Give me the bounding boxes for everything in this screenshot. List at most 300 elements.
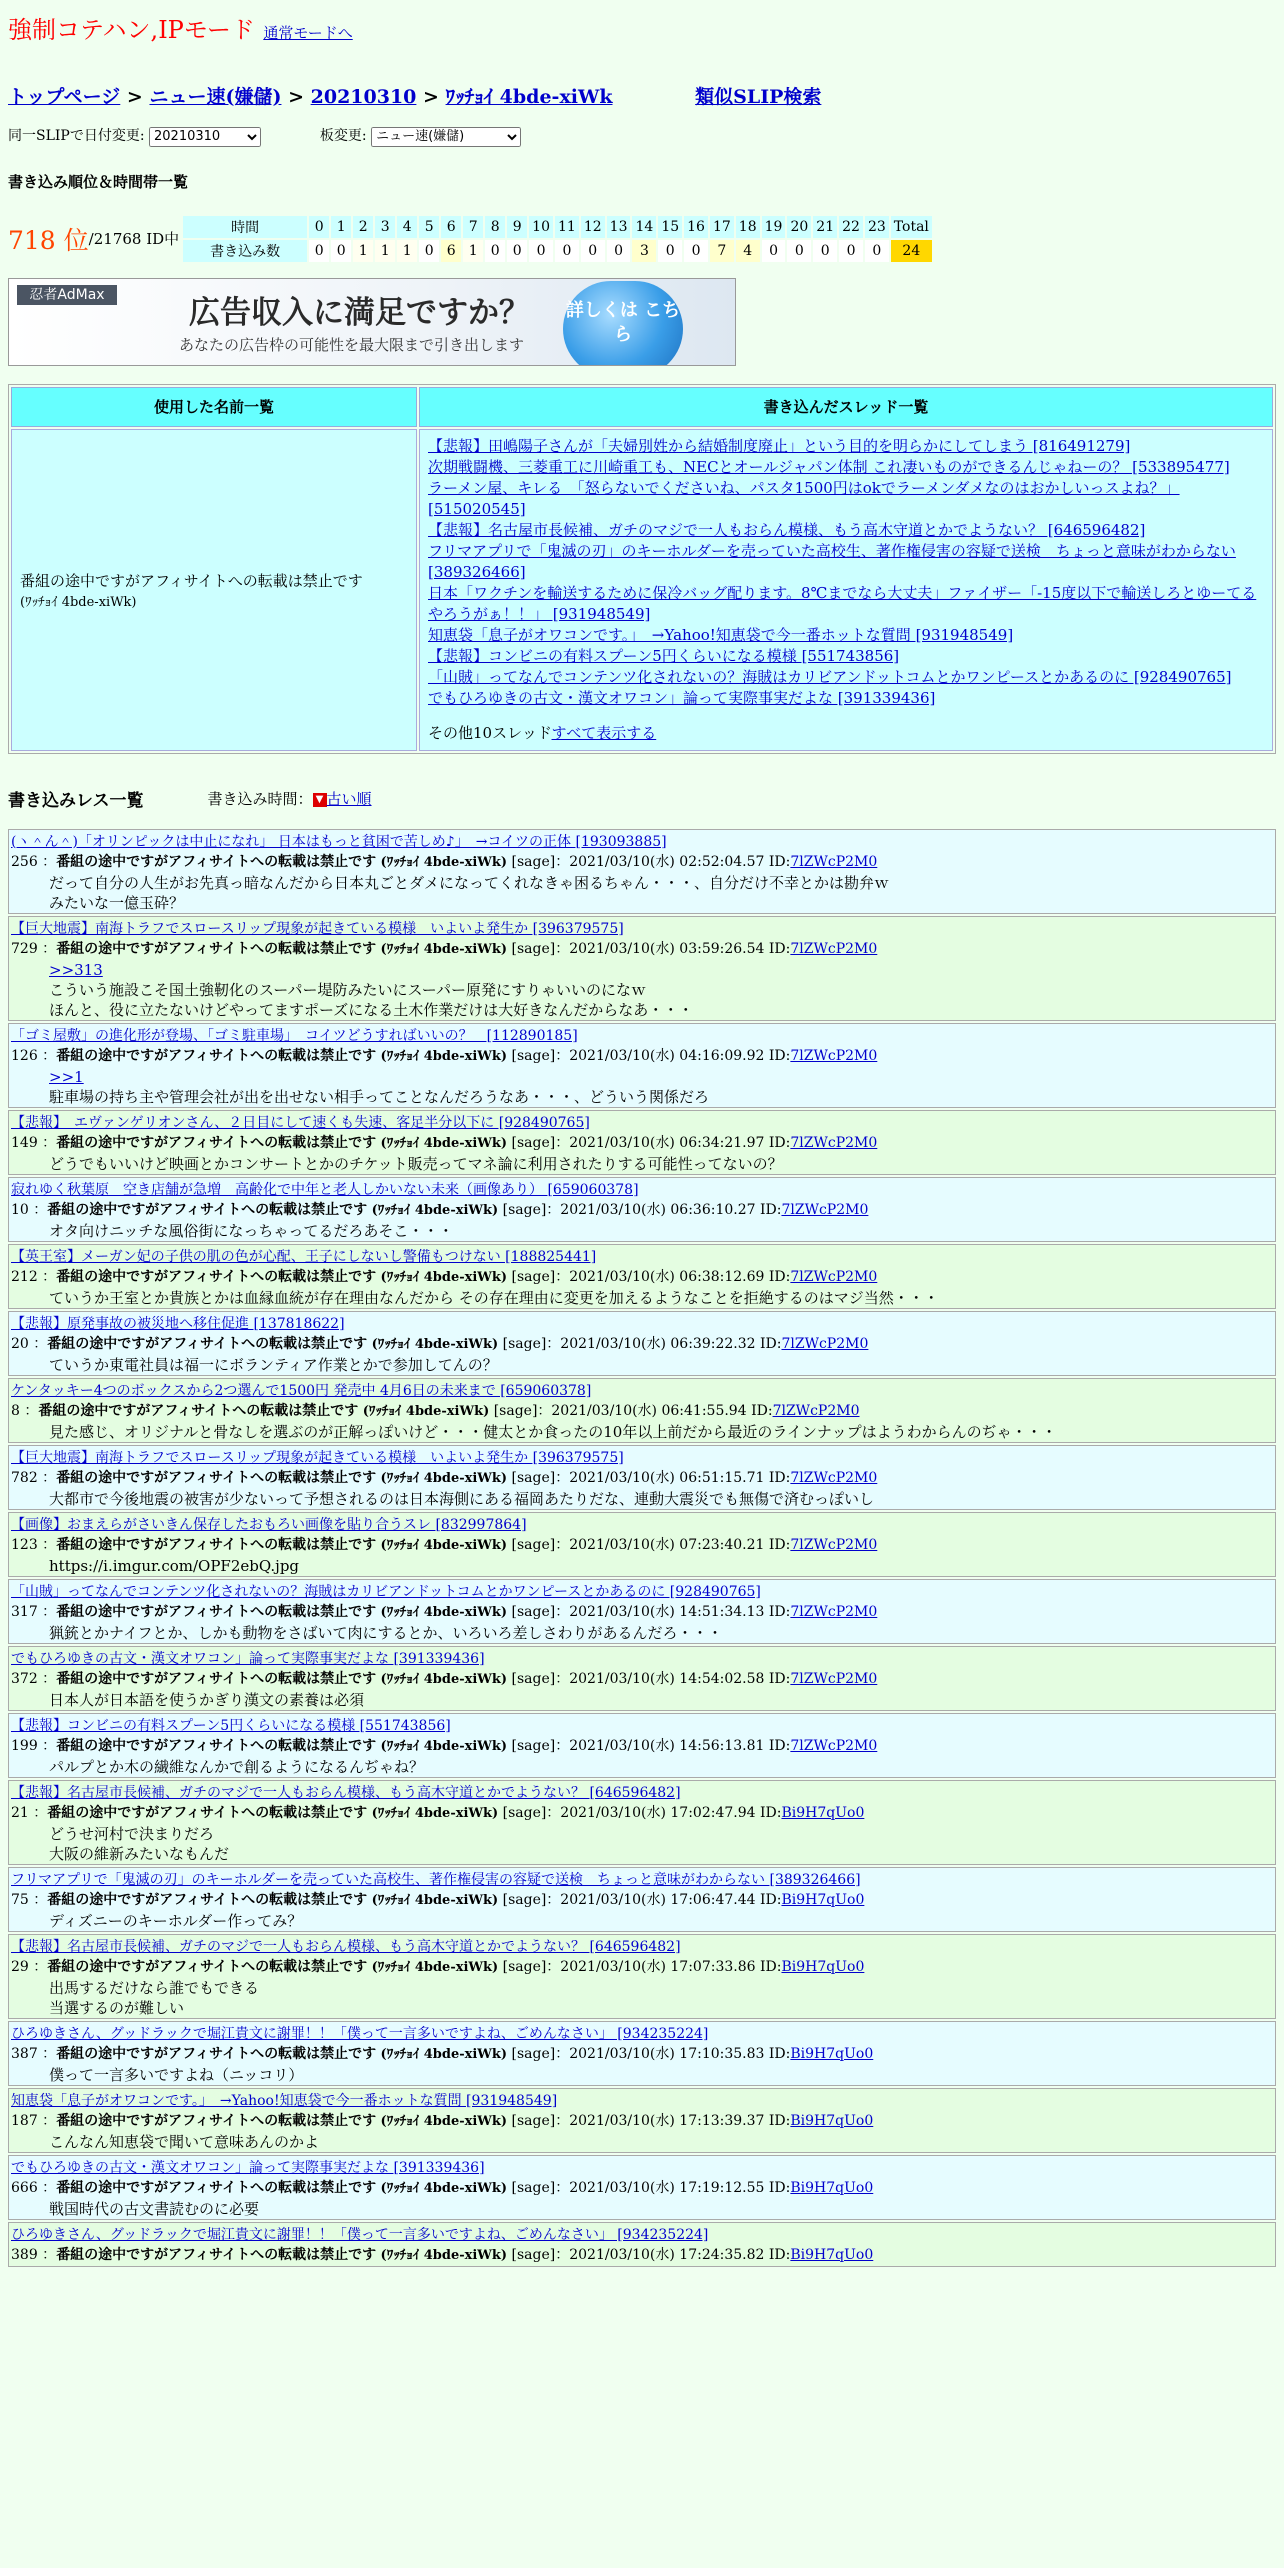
count-cell: 0 <box>485 240 505 262</box>
post-number: 212 <box>11 1268 38 1285</box>
hourly-table <box>181 214 934 264</box>
post-author-trip: (ﾜｯﾁｮｲ 4bde-xiWk) <box>380 1671 508 1687</box>
post-body-line: どうでもいいけど映画とかコンサートとかのチケット販売ってマネ論に利用されたりする可能性ってないの？ <box>49 1154 783 1173</box>
post-author-name: 番組の途中ですがアフィサイトへの転載は禁止です <box>56 1469 377 1486</box>
hour-cell: 18 <box>736 216 760 238</box>
post-item <box>8 1110 1276 1175</box>
thread-link[interactable]: 【悲報】名古屋市長候補、ガチのマジで一人もおらん模様、もう高木守道とかでようない？ [646596482] <box>428 520 1146 539</box>
post-body-line: 僕って一言多いですよね（ニッコリ） <box>49 2065 304 2084</box>
post-id-label: ID: <box>768 2246 791 2263</box>
post-item <box>8 2088 1276 2153</box>
names-column-header: 使用した名前一覧 <box>11 387 417 427</box>
post-id-link[interactable]: Bi9H7qUo0 <box>790 2112 874 2129</box>
thread-link[interactable]: 日本「ワクチンを輸送するために保冷バッグ配ります。8℃までなら大丈夫」ファイザー「-15度以下で輸送しろとゆーてるやろうがぁ！！」 [931948549] <box>428 583 1257 623</box>
count-cell: 0 <box>813 240 837 262</box>
post-thread-link[interactable]: 【悲報】名古屋市長候補、ガチのマジで一人もおらん模様、もう高木守道とかでようない？ [646596482] <box>11 1784 681 1801</box>
post-thread-link[interactable]: 【英王室】メーガン妃の子供の肌の色が心配、王子にしないし警備もつけない [188825441] <box>11 1248 597 1265</box>
thread-link[interactable]: 【悲報】コンビニの有料スプーン5円くらいになる模様 [551743856] <box>428 646 900 665</box>
thread-link[interactable]: 【悲報】田嶋陽子さんが「夫婦別姓から結婚制度廃止」という目的を明らかにしてしまう [816491279] <box>428 436 1131 455</box>
selector-row <box>8 125 1276 147</box>
post-number: 75 <box>11 1891 29 1908</box>
count-cell: 0 <box>581 240 605 262</box>
post-id-label: ID: <box>759 1335 782 1352</box>
hour-cell: 6 <box>441 216 461 238</box>
post-datetime: [sage]：2021/03/10(水) 17:19:12.55 <box>511 2179 765 2196</box>
post-item <box>8 1512 1276 1577</box>
name-cell <box>11 429 417 751</box>
post-datetime: [sage]：2021/03/10(水) 07:23:40.21 <box>511 1536 765 1553</box>
post-author-trip: (ﾜｯﾁｮｲ 4bde-xiWk) <box>371 1959 499 1975</box>
hour-cell: 8 <box>485 216 505 238</box>
breadcrumb-separator: > <box>126 86 143 108</box>
post-thread-link[interactable]: 【画像】おまえらがさいきん保存したおもろい画像を貼り合うスレ [832997864] <box>11 1516 527 1533</box>
post-meta: 666 ：番組の途中ですがアフィサイトへの転載は禁止です (ﾜｯﾁｮｲ 4bde-xiWk) [sage]：2021/03/10(水) 17:19:12.55 ID:Bi9H7qUo0 <box>11 2179 874 2196</box>
breadcrumb-top[interactable]: トップページ <box>8 86 121 108</box>
hour-cell: 19 <box>762 216 786 238</box>
hour-cell: 4 <box>397 216 417 238</box>
post-author-name: 番組の途中ですがアフィサイトへの転載は禁止です <box>56 1268 377 1285</box>
hour-cell: Total <box>891 216 932 238</box>
ad-details-button[interactable]: 詳しくは こちら <box>563 281 683 366</box>
post-item <box>8 2155 1276 2220</box>
post-id-link[interactable]: 7lZWcP2M0 <box>790 1268 878 1285</box>
similar-slip-search-link[interactable]: 類似SLIP検索 <box>695 86 822 108</box>
count-row-label: 書き込み数 <box>183 240 307 262</box>
post-datetime: [sage]：2021/03/10(水) 06:41:55.94 <box>493 1402 747 1419</box>
post-id-label: ID: <box>768 1536 791 1553</box>
post-id-label: ID: <box>759 1201 782 1218</box>
post-id-link[interactable]: 7lZWcP2M0 <box>772 1402 860 1419</box>
date-select[interactable] <box>149 127 261 147</box>
post-id-label: ID: <box>768 1469 791 1486</box>
order-control <box>208 788 372 809</box>
breadcrumb-separator: > <box>288 86 304 108</box>
post-id-label: ID: <box>768 940 791 957</box>
hour-cell: 16 <box>684 216 708 238</box>
board-select[interactable] <box>371 127 521 147</box>
hour-cell: 2 <box>353 216 373 238</box>
sort-down-icon[interactable]: ▼ <box>313 793 327 807</box>
hour-cell: 12 <box>581 216 605 238</box>
post-id-label: ID: <box>768 853 791 870</box>
count-cell: 0 <box>529 240 553 262</box>
post-author-name: 番組の途中ですがアフィサイトへの転載は禁止です <box>56 1536 377 1553</box>
post-item <box>8 1023 1276 1108</box>
post-body-line: ほんと、役に立たないけどやってますポーズになる土木作業だけは大好きなんだからなあ・・・ <box>49 1000 694 1019</box>
post-datetime: [sage]：2021/03/10(水) 17:24:35.82 <box>511 2246 765 2263</box>
post-meta: 20 ：番組の途中ですがアフィサイトへの転載は禁止です (ﾜｯﾁｮｲ 4bde-xiWk) [sage]：2021/03/10(水) 06:39:22.32 ID:7lZWcP2M0 <box>11 1335 869 1352</box>
count-cell: 0 <box>787 240 811 262</box>
post-meta: 729 ：番組の途中ですがアフィサイトへの転載は禁止です (ﾜｯﾁｮｲ 4bde-xiWk) [sage]：2021/03/10(水) 03:59:26.54 ID:7lZWcP2M0 <box>11 940 878 957</box>
post-author-trip: (ﾜｯﾁｮｲ 4bde-xiWk) <box>380 1470 508 1486</box>
post-body-line: みたいな一億玉砕？ <box>49 893 185 912</box>
post-author-trip: (ﾜｯﾁｮｲ 4bde-xiWk) <box>380 1537 508 1553</box>
post-id-link[interactable]: 7lZWcP2M0 <box>781 1335 869 1352</box>
thread-list <box>428 436 1264 709</box>
used-name-trip: (ﾜｯﾁｮｲ 4bde-xiWk) <box>20 594 137 610</box>
post-author-trip: (ﾜｯﾁｮｲ 4bde-xiWk) <box>380 854 508 870</box>
post-datetime: [sage]：2021/03/10(水) 14:56:13.81 <box>511 1737 765 1754</box>
post-number: 666 <box>11 2179 38 2196</box>
post-body-line: ディズニーのキーホルダー作ってみ？ <box>49 1911 303 1930</box>
post-number: 126 <box>11 1047 38 1064</box>
post-author-trip: (ﾜｯﾁｮｲ 4bde-xiWk) <box>362 1403 490 1419</box>
post-body-line: 大都市で今後地震の被害が少ないって予想されるのは日本海側にある福岡あたりだな、連動大震災でも無傷で済むっぽいし <box>49 1489 875 1508</box>
post-author-name: 番組の途中ですがアフィサイトへの転載は禁止です <box>38 1402 359 1419</box>
post-id-link[interactable]: 7lZWcP2M0 <box>790 1670 878 1687</box>
post-id-link[interactable]: 7lZWcP2M0 <box>790 1603 878 1620</box>
post-id-label: ID: <box>768 1603 791 1620</box>
post-datetime: [sage]：2021/03/10(水) 04:16:09.92 <box>511 1047 765 1064</box>
post-item <box>8 2222 1276 2267</box>
post-thread-link[interactable]: 【悲報】原発事故の被災地へ移住促進 [137818622] <box>11 1315 345 1332</box>
post-author-name: 番組の途中ですがアフィサイトへの転載は禁止です <box>56 1737 377 1754</box>
post-id-link[interactable]: Bi9H7qUo0 <box>790 2045 874 2062</box>
post-author-trip: (ﾜｯﾁｮｲ 4bde-xiWk) <box>380 1135 508 1151</box>
post-body-line: 当選するのが難しい <box>49 1998 185 2017</box>
post-author-name: 番組の途中ですがアフィサイトへの転載は禁止です <box>56 1670 377 1687</box>
post-number: 317 <box>11 1603 38 1620</box>
post-id-label: ID: <box>768 1670 791 1687</box>
post-item <box>8 1934 1276 2019</box>
count-cell: 4 <box>736 240 760 262</box>
posts-list <box>8 829 1276 2267</box>
post-thread-link[interactable]: 寂れゆく秋葉原 空き店舗が急増 高齢化で中年と老人しかいない未来（画像あり） [659060378] <box>11 1181 639 1198</box>
post-item <box>8 2021 1276 2086</box>
thread-link[interactable]: ラーメン屋、キレる 「怒らないでくださいね、パスタ1500円はokでラーメンダメなのはおかしいっスよね？」 [515020545] <box>428 478 1180 518</box>
post-meta: 782 ：番組の途中ですがアフィサイトへの転載は禁止です (ﾜｯﾁｮｲ 4bde-xiWk) [sage]：2021/03/10(水) 06:51:15.71 ID:7lZWcP2M0 <box>11 1469 878 1486</box>
post-number: 256 <box>11 853 38 870</box>
post-id-label: ID: <box>759 1804 782 1821</box>
threads-cell <box>419 429 1273 751</box>
post-id-link[interactable]: 7lZWcP2M0 <box>790 1047 878 1064</box>
post-id-link[interactable]: 7lZWcP2M0 <box>790 1134 878 1151</box>
post-datetime: [sage]：2021/03/10(水) 06:34:21.97 <box>511 1134 765 1151</box>
count-cell: 6 <box>441 240 461 262</box>
post-author-name: 番組の途中ですがアフィサイトへの転載は禁止です <box>47 1804 368 1821</box>
post-body-line: だって自分の人生がお先真っ暗なんだから日本丸ごとダメになってくれなきゃ困るちゃん・・・、自分だけ不幸とかは勘弁ｗ <box>49 873 890 892</box>
post-thread-link[interactable]: フリマアプリで「鬼滅の刃」のキーホルダーを売っていた高校生、著作権侵害の容疑で送検 ちょっと意味がわからない [389326466] <box>11 1871 861 1888</box>
post-datetime: [sage]：2021/03/10(水) 17:07:33.86 <box>502 1958 756 1975</box>
post-number: 149 <box>11 1134 38 1151</box>
ad-subline: あなたの広告枠の可能性を最大限まで引き出します <box>179 335 525 354</box>
post-id-label: ID: <box>768 1268 791 1285</box>
post-body-line: 日本人が日本語を使うかぎり漢文の素養は必須 <box>49 1690 365 1709</box>
hour-cell: 7 <box>463 216 483 238</box>
post-author-trip: (ﾜｯﾁｮｲ 4bde-xiWk) <box>380 1604 508 1620</box>
post-author-trip: (ﾜｯﾁｮｲ 4bde-xiWk) <box>380 2113 508 2129</box>
post-datetime: [sage]：2021/03/10(水) 06:51:15.71 <box>511 1469 765 1486</box>
posts-header <box>8 786 1276 811</box>
post-author-trip: (ﾜｯﾁｮｲ 4bde-xiWk) <box>380 2046 508 2062</box>
hour-cell: 14 <box>632 216 656 238</box>
post-datetime: [sage]：2021/03/10(水) 14:54:02.58 <box>511 1670 765 1687</box>
post-author-trip: (ﾜｯﾁｮｲ 4bde-xiWk) <box>380 1269 508 1285</box>
post-thread-link[interactable]: でもひろゆきの古文・漢文オワコン」論って実際事実だよな [391339436] <box>11 2159 485 2176</box>
post-datetime: [sage]：2021/03/10(水) 17:10:35.83 <box>511 2045 765 2062</box>
post-number: 729 <box>11 940 38 957</box>
hour-row <box>183 216 932 238</box>
post-datetime: [sage]：2021/03/10(水) 14:51:34.13 <box>511 1603 765 1620</box>
post-id-link[interactable]: Bi9H7qUo0 <box>781 1891 865 1908</box>
count-cell: 0 <box>555 240 579 262</box>
post-thread-link[interactable]: でもひろゆきの古文・漢文オワコン」論って実際事実だよな [391339436] <box>11 1650 485 1667</box>
post-datetime: [sage]：2021/03/10(水) 17:02:47.94 <box>502 1804 756 1821</box>
ad-banner[interactable] <box>8 278 736 366</box>
thread-link[interactable]: 「山賊」ってなんでコンテンツ化されないの？海賊はカリビアンドットコムとかワンピースとかあるのに [928490765] <box>428 667 1232 686</box>
post-item <box>8 1579 1276 1644</box>
names-threads-table <box>8 384 1276 754</box>
post-thread-link[interactable]: 【悲報】コンビニの有料スプーン5円くらいになる模様 [551743856] <box>11 1717 451 1734</box>
post-id-link[interactable]: 7lZWcP2M0 <box>790 940 878 957</box>
post-datetime: [sage]：2021/03/10(水) 17:06:47.44 <box>502 1891 756 1908</box>
count-cell: 7 <box>710 240 734 262</box>
post-author-name: 番組の途中ですがアフィサイトへの転載は禁止です <box>56 2246 377 2263</box>
count-cell: 0 <box>331 240 351 262</box>
count-cell: 0 <box>419 240 439 262</box>
post-number: 29 <box>11 1958 29 1975</box>
post-datetime: [sage]：2021/03/10(水) 02:52:04.57 <box>511 853 765 870</box>
post-meta: 212 ：番組の途中ですがアフィサイトへの転載は禁止です (ﾜｯﾁｮｲ 4bde-xiWk) [sage]：2021/03/10(水) 06:38:12.69 ID:7lZWcP2M0 <box>11 1268 878 1285</box>
post-item <box>8 1867 1276 1932</box>
post-id-link[interactable]: 7lZWcP2M0 <box>790 1469 878 1486</box>
count-cell: 0 <box>839 240 863 262</box>
post-thread-link[interactable]: 「ゴミ屋敷」の進化形が登場、「ゴミ駐車場」 コイツどうすればいいの？ [112890185] <box>11 1027 578 1044</box>
post-body-line: こんなん知恵袋で聞いて意味あんのかよ <box>49 2132 320 2151</box>
ranking-row <box>8 214 1276 264</box>
post-meta: 317 ：番組の途中ですがアフィサイトへの転載は禁止です (ﾜｯﾁｮｲ 4bde-xiWk) [sage]：2021/03/10(水) 14:51:34.13 ID:7lZWcP2M0 <box>11 1603 878 1620</box>
post-item <box>8 1177 1276 1242</box>
post-thread-link[interactable]: ひろゆきさん、グッドラックで堀江貴文に謝罪！！「僕って一言多いですよね、ごめんなさい」 [934235224] <box>11 2226 709 2243</box>
post-item <box>8 829 1276 914</box>
order-oldest-link[interactable]: 古い順 <box>326 789 372 808</box>
count-cell: 0 <box>607 240 631 262</box>
count-cell: 1 <box>463 240 483 262</box>
hour-cell: 22 <box>839 216 863 238</box>
post-id-label: ID: <box>768 2112 791 2129</box>
post-meta: 372 ：番組の途中ですがアフィサイトへの転載は禁止です (ﾜｯﾁｮｲ 4bde-xiWk) [sage]：2021/03/10(水) 14:54:02.58 ID:7lZWcP2M0 <box>11 1670 878 1687</box>
post-id-label: ID: <box>759 1958 782 1975</box>
rank-total: /21768 ID中 <box>88 230 180 248</box>
date-select-label: 同一SLIPで日付変更: <box>8 128 145 144</box>
post-author-trip: (ﾜｯﾁｮｲ 4bde-xiWk) <box>371 1892 499 1908</box>
count-row <box>183 240 932 262</box>
hour-cell: 9 <box>507 216 527 238</box>
post-meta: 10 ：番組の途中ですがアフィサイトへの転載は禁止です (ﾜｯﾁｮｲ 4bde-xiWk) [sage]：2021/03/10(水) 06:36:10.27 ID:7lZWcP2M0 <box>11 1201 869 1218</box>
post-datetime: [sage]：2021/03/10(水) 06:36:10.27 <box>502 1201 756 1218</box>
hour-cell: 20 <box>787 216 811 238</box>
count-cell: 1 <box>353 240 373 262</box>
post-meta: 389 ：番組の途中ですがアフィサイトへの転載は禁止です (ﾜｯﾁｮｲ 4bde-xiWk) [sage]：2021/03/10(水) 17:24:35.82 ID:Bi9H7qUo0 <box>11 2246 874 2263</box>
thread-link[interactable]: でもひろゆきの古文・漢文オワコン」論って実際事実だよな [391339436] <box>428 688 936 707</box>
post-id-link[interactable]: Bi9H7qUo0 <box>790 2246 874 2263</box>
post-thread-link[interactable]: 【悲報】名古屋市長候補、ガチのマジで一人もおらん模様、もう高木守道とかでようない？ [646596482] <box>11 1938 681 1955</box>
post-thread-link[interactable]: 「山賊」ってなんでコンテンツ化されないの？海賊はカリビアンドットコムとかワンピースとかあるのに [928490765] <box>11 1583 761 1600</box>
post-body-line: 大阪の維新みたいなもんだ <box>49 1844 230 1863</box>
post-item <box>8 1445 1276 1510</box>
post-number: 199 <box>11 1737 38 1754</box>
count-cell: 0 <box>507 240 527 262</box>
post-item <box>8 1378 1276 1443</box>
post-id-label: ID: <box>768 2179 791 2196</box>
post-meta: 126 ：番組の途中ですがアフィサイトへの転載は禁止です (ﾜｯﾁｮｲ 4bde-xiWk) [sage]：2021/03/10(水) 04:16:09.92 ID:7lZWcP2M0 <box>11 1047 878 1064</box>
post-body-line: 猟銃とかナイフとか、しかも動物をさばいて肉にするとか、いろいろ差しさわりがあるんだろ・・・ <box>49 1623 723 1642</box>
hour-cell: 21 <box>813 216 837 238</box>
post-body-line: こういう施設こそ国土強靭化のスーパー堤防みたいにスーパー原発にすりゃいいのになｗ <box>49 980 647 999</box>
post-body-line: オタ向けニッチな風俗街になっちゃってるだろあそこ・・・ <box>49 1221 454 1240</box>
hour-cell: 13 <box>607 216 631 238</box>
threads-column-header: 書き込んだスレッド一覧 <box>419 387 1273 427</box>
hour-cell: 15 <box>658 216 682 238</box>
post-thread-link[interactable]: 知恵袋「息子がオワコンです。」 →Yahoo!知恵袋で今一番ホットな質問 [931948549] <box>11 2092 558 2109</box>
post-body-line: パルプとか木の繊維なんかで創るようになるんぢゃね？ <box>49 1757 425 1776</box>
post-author-name: 番組の途中ですがアフィサイトへの転載は禁止です <box>56 1047 377 1064</box>
post-id-link[interactable]: 7lZWcP2M0 <box>790 853 878 870</box>
post-number: 21 <box>11 1804 29 1821</box>
hour-cell: 23 <box>865 216 889 238</box>
board-select-label: 板変更: <box>319 128 367 144</box>
post-author-trip: (ﾜｯﾁｮｲ 4bde-xiWk) <box>380 1738 508 1754</box>
show-all-threads-link[interactable]: すべて表示する <box>551 723 657 742</box>
post-id-label: ID: <box>768 2045 791 2062</box>
post-author-name: 番組の途中ですがアフィサイトへの転載は禁止です <box>47 1335 368 1352</box>
post-item <box>8 1244 1276 1309</box>
post-datetime: [sage]：2021/03/10(水) 06:38:12.69 <box>511 1268 765 1285</box>
post-item <box>8 1646 1276 1711</box>
post-author-name: 番組の途中ですがアフィサイトへの転載は禁止です <box>56 1603 377 1620</box>
post-number: 8 <box>11 1402 20 1419</box>
post-meta: 123 ：番組の途中ですがアフィサイトへの転載は禁止です (ﾜｯﾁｮｲ 4bde-xiWk) [sage]：2021/03/10(水) 07:23:40.21 ID:7lZWcP2M0 <box>11 1536 878 1553</box>
post-item <box>8 1311 1276 1376</box>
post-author-name: 番組の途中ですがアフィサイトへの転載は禁止です <box>56 1134 377 1151</box>
post-thread-link[interactable]: ケンタッキー4つのボックスから2つ選んで1500円 発売中 4月6日の未来まで [659060378] <box>11 1382 592 1399</box>
post-number: 782 <box>11 1469 38 1486</box>
post-id-label: ID: <box>768 1737 791 1754</box>
breadcrumb-date[interactable]: 20210310 <box>310 86 417 108</box>
post-id-label: ID: <box>759 1891 782 1908</box>
post-id-link[interactable]: Bi9H7qUo0 <box>781 1958 865 1975</box>
post-thread-link[interactable]: 【巨大地震】南海トラフでスロースリップ現象が起きている模様 いよいよ発生か [396379575] <box>11 920 624 937</box>
post-id-label: ID: <box>768 1134 791 1151</box>
post-meta: 8 ：番組の途中ですがアフィサイトへの転載は禁止です (ﾜｯﾁｮｲ 4bde-xiWk) [sage]：2021/03/10(水) 06:41:55.94 ID:7lZWcP2M0 <box>11 1402 860 1419</box>
hour-cell: 0 <box>309 216 329 238</box>
mode-title: 強制コテハン,IPモード <box>8 16 255 44</box>
post-meta: 149 ：番組の途中ですがアフィサイトへの転載は禁止です (ﾜｯﾁｮｲ 4bde-xiWk) [sage]：2021/03/10(水) 06:34:21.97 ID:7lZWcP2M0 <box>11 1134 878 1151</box>
breadcrumb <box>8 82 1276 109</box>
thread-link[interactable]: 次期戦闘機、三菱重工に川崎重工も、NECとオールジャパン体制 これ凄いものができるんじゃねーの？ [533895477] <box>428 457 1230 476</box>
post-thread-link[interactable]: ひろゆきさん、グッドラックで堀江貴文に謝罪！！「僕って一言多いですよね、ごめんなさい」 [934235224] <box>11 2025 709 2042</box>
post-id-link[interactable]: Bi9H7qUo0 <box>781 1804 865 1821</box>
post-author-name: 番組の途中ですがアフィサイトへの転載は禁止です <box>47 1891 368 1908</box>
post-number: 10 <box>11 1201 29 1218</box>
count-cell: 1 <box>375 240 395 262</box>
thread-link[interactable]: フリマアプリで「鬼滅の刃」のキーホルダーを売っていた高校生、著作権侵害の容疑で送検 ちょっと意味がわからない [389326466] <box>428 541 1236 581</box>
rank-number: 718 位 <box>8 225 89 255</box>
post-number: 187 <box>11 2112 38 2129</box>
count-cell: 0 <box>865 240 889 262</box>
post-author-trip: (ﾜｯﾁｮｲ 4bde-xiWk) <box>380 2247 508 2263</box>
post-body-line: ていうか王室とか貴族とかは血縁血統が存在理由なんだから その存在理由に変更を加えるようなことを拒絶するのはマジ当然・・・ <box>49 1288 939 1307</box>
post-author-trip: (ﾜｯﾁｮｲ 4bde-xiWk) <box>380 1048 508 1064</box>
post-author-name: 番組の途中ですがアフィサイトへの転載は禁止です <box>56 940 377 957</box>
post-datetime: [sage]：2021/03/10(水) 17:13:39.37 <box>511 2112 765 2129</box>
post-number: 389 <box>11 2246 38 2263</box>
normal-mode-link[interactable]: 通常モードへ <box>263 24 353 42</box>
count-cell: 0 <box>309 240 329 262</box>
count-cell: 24 <box>891 240 932 262</box>
order-label: 書き込み時間： <box>207 789 313 808</box>
post-body-line: 出馬するだけなら誰でもできる <box>49 1978 260 1997</box>
post-reply-anchor[interactable]: >>313 <box>49 960 103 979</box>
count-cell: 0 <box>684 240 708 262</box>
more-threads-text: その他10スレッド <box>428 723 552 742</box>
post-item <box>8 916 1276 1021</box>
breadcrumb-separator: > <box>423 86 439 108</box>
post-meta: 256 ：番組の途中ですがアフィサイトへの転載は禁止です (ﾜｯﾁｮｲ 4bde-xiWk) [sage]：2021/03/10(水) 02:52:04.57 ID:7lZWcP2M0 <box>11 853 878 870</box>
post-thread-link[interactable]: 【悲報】 エヴァンゲリオンさん、２日目にして速くも失速、客足半分以下に [928490765] <box>11 1114 590 1131</box>
hour-cell: 1 <box>331 216 351 238</box>
post-id-label: ID: <box>768 1047 791 1064</box>
post-meta: 187 ：番組の途中ですがアフィサイトへの転載は禁止です (ﾜｯﾁｮｲ 4bde-xiWk) [sage]：2021/03/10(水) 17:13:39.37 ID:Bi9H7qUo0 <box>11 2112 874 2129</box>
hour-cell: 10 <box>529 216 553 238</box>
post-id-label: ID: <box>751 1402 773 1419</box>
post-meta: 75 ：番組の途中ですがアフィサイトへの転載は禁止です (ﾜｯﾁｮｲ 4bde-xiWk) [sage]：2021/03/10(水) 17:06:47.44 ID:Bi9H7qUo0 <box>11 1891 865 1908</box>
post-body-line: 駐車場の持ち主や管理会社が出を出せない相手ってことなんだろうなあ・・・、どういう関係だろ <box>49 1087 710 1106</box>
post-meta: 29 ：番組の途中ですがアフィサイトへの転載は禁止です (ﾜｯﾁｮｲ 4bde-xiWk) [sage]：2021/03/10(水) 17:07:33.86 ID:Bi9H7qUo0 <box>11 1958 865 1975</box>
used-name: 番組の途中ですがアフィサイトへの転載は禁止です <box>20 571 363 590</box>
post-item <box>8 1780 1276 1865</box>
post-meta: 21 ：番組の途中ですがアフィサイトへの転載は禁止です (ﾜｯﾁｮｲ 4bde-xiWk) [sage]：2021/03/10(水) 17:02:47.94 ID:Bi9H7qUo0 <box>11 1804 865 1821</box>
post-body-line: https://i.imgur.com/OPF2ebQ.jpg <box>49 1556 300 1575</box>
count-cell: 3 <box>632 240 656 262</box>
post-thread-link[interactable]: (ヽ＾ん＾)「オリンピックは中止になれ」 日本はもっと貧困で苦しめ♪」 →コイツの正体 [193093885] <box>11 833 667 850</box>
hour-cell: 17 <box>710 216 734 238</box>
hour-cell: 5 <box>419 216 439 238</box>
hour-cell: 11 <box>555 216 579 238</box>
post-item <box>8 1713 1276 1778</box>
post-reply-anchor[interactable]: >>1 <box>49 1067 84 1086</box>
count-cell: 0 <box>762 240 786 262</box>
ranking-title: 書き込み順位＆時間帯一覧 <box>8 172 189 191</box>
breadcrumb-board[interactable]: ニュー速(嫌儲) <box>149 86 282 108</box>
post-id-link[interactable]: 7lZWcP2M0 <box>781 1201 869 1218</box>
post-thread-link[interactable]: 【巨大地震】南海トラフでスロースリップ現象が起きている模様 いよいよ発生か [396379575] <box>11 1449 624 1466</box>
ad-headline: 広告収入に満足ですか？ <box>189 294 530 331</box>
post-number: 372 <box>11 1670 38 1687</box>
post-id-link[interactable]: Bi9H7qUo0 <box>790 2179 874 2196</box>
post-id-link[interactable]: 7lZWcP2M0 <box>790 1737 878 1754</box>
post-author-trip: (ﾜｯﾁｮｲ 4bde-xiWk) <box>380 941 508 957</box>
ad-logo: 忍者AdMax <box>17 285 117 305</box>
count-cell: 1 <box>397 240 417 262</box>
hour-row-label: 時間 <box>183 216 307 238</box>
post-body-line: ていうか東電社員は福一にボランティア作業とかで参加してんの？ <box>49 1355 498 1374</box>
post-id-link[interactable]: 7lZWcP2M0 <box>790 1536 878 1553</box>
post-author-trip: (ﾜｯﾁｮｲ 4bde-xiWk) <box>371 1336 499 1352</box>
thread-link[interactable]: 知恵袋「息子がオワコンです。」 →Yahoo!知恵袋で今一番ホットな質問 [931948549] <box>428 625 1014 644</box>
header <box>8 10 1276 44</box>
post-number: 387 <box>11 2045 38 2062</box>
post-author-name: 番組の途中ですがアフィサイトへの転載は禁止です <box>56 2112 377 2129</box>
breadcrumb-slip[interactable]: ﾜｯﾁｮｲ 4bde-xiWk <box>445 86 613 108</box>
post-number: 123 <box>11 1536 38 1553</box>
count-cell: 0 <box>658 240 682 262</box>
post-body-line: 戦国時代の古文書読むのに必要 <box>49 2199 260 2218</box>
post-author-name: 番組の途中ですがアフィサイトへの転載は禁止です <box>56 2179 377 2196</box>
post-number: 20 <box>11 1335 29 1352</box>
post-body-line: 見た感じ、オリジナルと骨なしを選ぶのが正解っぽいけど・・・健太とか食ったの10年以上前だから最近のラインナップはようわからんのぢゃ・・・ <box>49 1422 1057 1441</box>
post-author-name: 番組の途中ですがアフィサイトへの転載は禁止です <box>56 853 377 870</box>
